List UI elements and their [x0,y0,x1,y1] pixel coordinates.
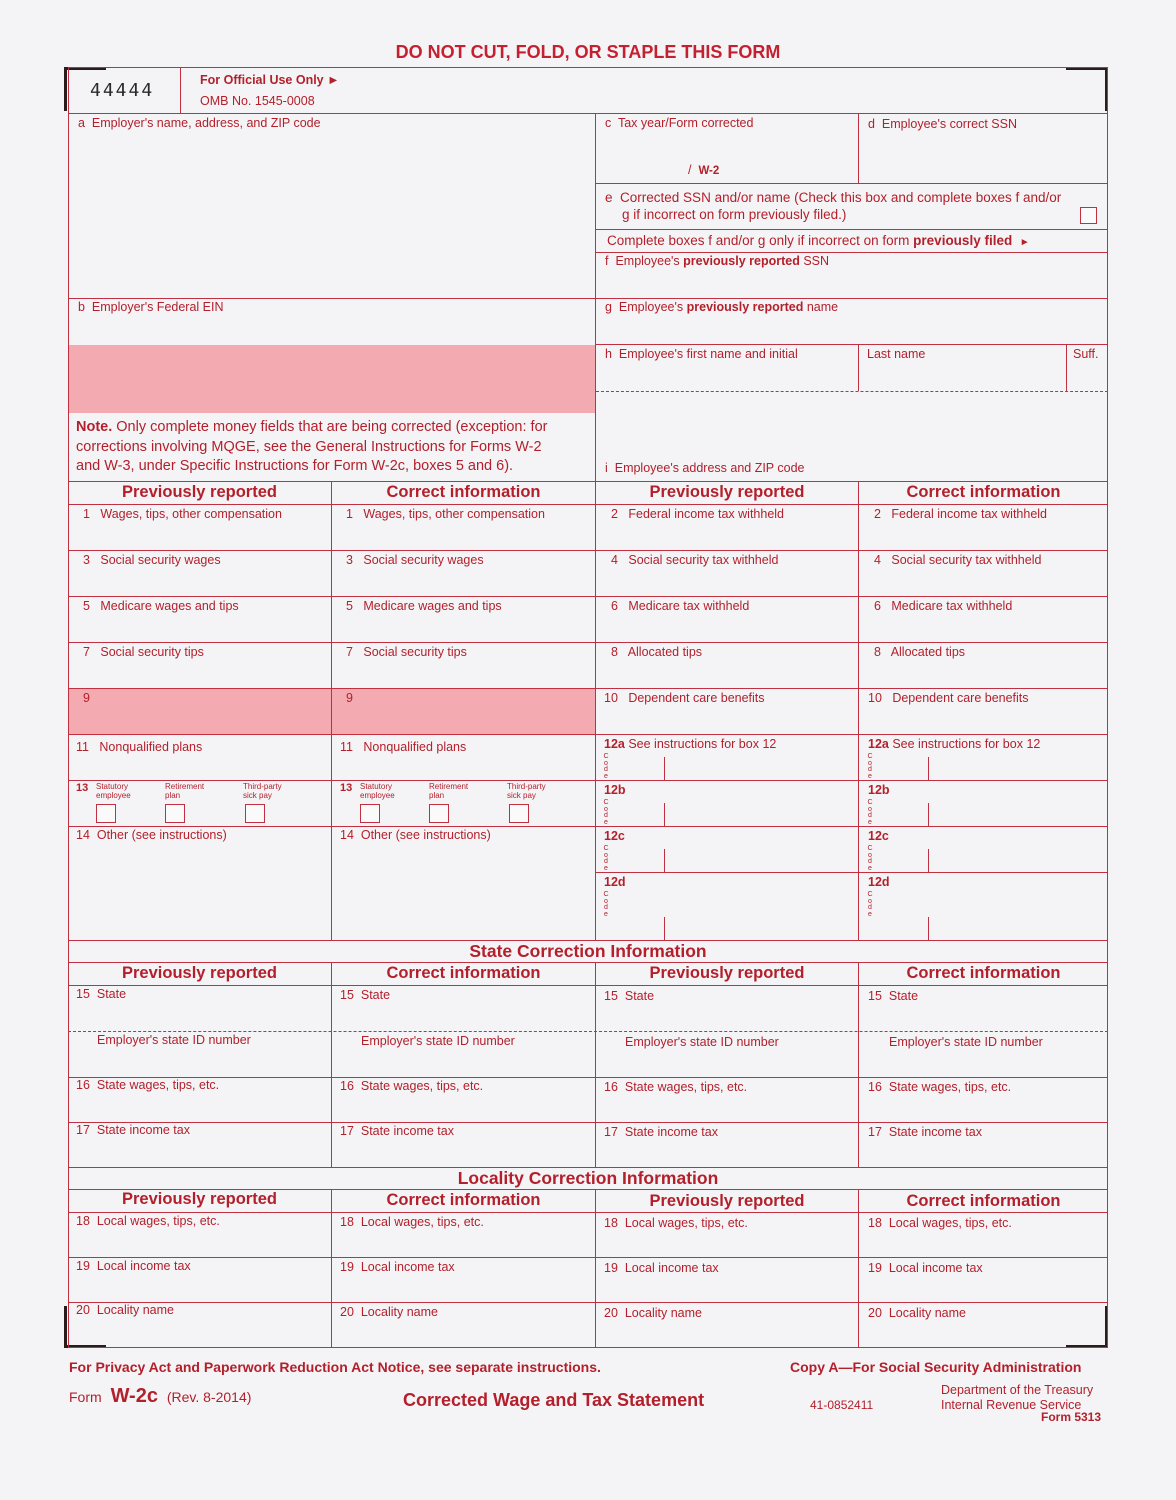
box-h-suffix: Suff. [1073,347,1099,361]
locality-header-prev-2: Previously reported [649,1192,805,1210]
box-h-label: h Employee's first name and initial [605,347,798,361]
box5-prev-label: 5 Medicare wages and tips [83,599,239,613]
box1-prev-label: 1 Wages, tips, other compensation [83,507,282,521]
box20-prev2-label: 20 Locality name [604,1306,702,1320]
box18-prev2-label: 18 Local wages, tips, etc. [604,1216,748,1230]
box19-prev1-label: 19 Local income tax [76,1259,191,1273]
box20-prev1-label: 20 Locality name [76,1303,174,1317]
official-use-label: For Official Use Only ► [200,73,340,87]
box19-correct2-label: 19 Local income tax [868,1261,983,1275]
box17-correct2-label: 17 State income tax [868,1125,982,1139]
box12b-correct-label: 12b [868,783,890,797]
box12c-prev-code: C o d e [603,845,609,872]
box19-correct1-label: 19 Local income tax [340,1260,455,1274]
statutory-employee-checkbox-correct[interactable] [360,804,380,823]
box-a-label: a Employer's name, address, and ZIP code [78,116,321,130]
retirement-plan-checkbox-prev[interactable] [165,804,185,823]
locality-section-title: Locality Correction Information [457,1168,719,1188]
box13-prev-thirdparty: Third-party sick pay [243,782,282,800]
column-header-correct-2: Correct information [906,483,1061,501]
form-name: Form W-2c (Rev. 8-2014) [69,1385,252,1407]
box-f-label: f Employee's previously reported SSN [605,254,830,268]
box18-prev1-label: 18 Local wages, tips, etc. [76,1214,220,1228]
box7-prev-label: 7 Social security tips [83,645,204,659]
box13-correct-retirement: Retirement plan [429,782,469,800]
box11-correct-label: 11 Nonqualified plans [340,740,467,754]
department-label: Department of the Treasury Internal Revenue Service [941,1383,1094,1412]
box12c-prev-label: 12c [604,829,625,843]
box12a-correct-label: 12a See instructions for box 12 [868,737,1041,751]
box10-prev-label: 10 Dependent care benefits [604,691,765,705]
box-b-label: b Employer's Federal EIN [78,300,224,314]
box-h-last-name: Last name [867,347,926,361]
copy-a-label: Copy A—For Social Security Administration [790,1359,1082,1375]
box4-prev-label: 4 Social security tax withheld [611,553,779,567]
box12d-prev-label: 12d [604,875,626,889]
state-id-correct2-label: Employer's state ID number [889,1035,1043,1049]
box15-correct1-label: 15 State [340,988,391,1002]
form-title: Corrected Wage and Tax Statement [403,1390,705,1410]
box3-prev-label: 3 Social security wages [83,553,221,567]
box13-prev-number: 13 [76,782,89,794]
box14-prev-label: 14 Other (see instructions) [76,828,227,842]
box17-correct1-label: 17 State income tax [340,1124,454,1138]
box13-correct-statutory: Statutory employee [360,782,395,800]
box12b-prev-code: C o d e [603,799,609,826]
state-id-prev1-label: Employer's state ID number [97,1033,251,1047]
box9-correct-label: 9 [346,691,353,705]
box16-correct1-label: 16 State wages, tips, etc. [340,1079,484,1093]
box12d-prev-code: C o d e [603,891,609,918]
box6-prev-label: 6 Medicare tax withheld [611,599,750,613]
shaded-area-employer [69,345,595,413]
third-party-sick-pay-checkbox-prev[interactable] [245,804,265,823]
locality-header-prev-1: Previously reported [122,1190,277,1208]
state-header-correct-2: Correct information [906,964,1061,982]
box16-prev1-label: 16 State wages, tips, etc. [76,1078,220,1092]
box6-correct-label: 6 Medicare tax withheld [874,599,1013,613]
box12a-prev-code: C o d e [603,753,609,780]
corrected-ssn-checkbox[interactable] [1080,207,1097,224]
box12d-correct-code: C o d e [867,891,873,918]
column-header-prev-1: Previously reported [122,483,277,501]
box12a-prev-label: 12a See instructions for box 12 [604,737,777,751]
form-id-number: 44444 [90,80,155,101]
box13-prev-retirement: Retirement plan [165,782,205,800]
box12b-correct-code: C o d e [867,799,873,826]
box19-prev2-label: 19 Local income tax [604,1261,719,1275]
privacy-notice: For Privacy Act and Paperwork Reduction Act Notice, see separate instructions. [69,1359,601,1375]
state-section-title: State Correction Information [469,941,707,961]
box20-correct2-label: 20 Locality name [868,1306,966,1320]
box12c-correct-label: 12c [868,829,889,843]
box11-prev-label: 11 Nonqualified plans [76,740,203,754]
box13-correct-thirdparty: Third-party sick pay [507,782,546,800]
column-header-prev-2: Previously reported [649,483,805,501]
box4-correct-label: 4 Social security tax withheld [874,553,1042,567]
state-header-prev-2: Previously reported [649,964,805,982]
box15-correct2-label: 15 State [868,989,919,1003]
box7-correct-label: 7 Social security tips [346,645,467,659]
box3-correct-label: 3 Social security wages [346,553,484,567]
box14-correct-label: 14 Other (see instructions) [340,828,491,842]
shaded-area-box9-correct [332,689,595,734]
box12d-correct-label: 12d [868,875,890,889]
box16-correct2-label: 16 State wages, tips, etc. [868,1080,1012,1094]
box-c-label: c Tax year/Form corrected [605,116,754,130]
box15-prev2-label: 15 State [604,989,655,1003]
box1-correct-label: 1 Wages, tips, other compensation [346,507,545,521]
catalog-number: 41-0852411 [810,1398,874,1412]
omb-number: OMB No. 1545-0008 [200,94,315,108]
box8-prev-label: 8 Allocated tips [611,645,703,659]
box10-correct-label: 10 Dependent care benefits [868,691,1029,705]
registration-mark-top-right [1066,67,1108,111]
complete-boxes-instruction: Complete boxes f and/or g only if incorrect on form previously filed ► [607,233,1030,248]
registration-mark-bottom-right [1066,1306,1108,1348]
box13-prev-statutory: Statutory employee [96,782,131,800]
state-header-correct-1: Correct information [386,964,541,982]
box12c-correct-code: C o d e [867,845,873,872]
box13-correct-number: 13 [340,782,353,794]
box-e-label: e Corrected SSN and/or name (Check this box and complete boxes f and/or [605,190,1062,205]
box8-correct-label: 8 Allocated tips [874,645,966,659]
box-d-label: d Employee's correct SSN [868,117,1017,131]
correction-note: Note. Only complete money fields that are being corrected (exception: for corrections involving MQGE, see the General Instructions for Forms W-2 and W-3, under Specific Instructions for Form W-2c, boxes 5 and 6). [76,419,548,474]
box2-correct-label: 2 Federal income tax withheld [874,507,1048,521]
box16-prev2-label: 16 State wages, tips, etc. [604,1080,748,1094]
shaded-area-box9-prev [69,689,331,734]
box-i-label: i Employee's address and ZIP code [605,461,805,475]
box5-correct-label: 5 Medicare wages and tips [346,599,502,613]
form-5313-label: Form 5313 [1041,1410,1102,1424]
box12a-correct-code: C o d e [867,753,873,780]
box17-prev2-label: 17 State income tax [604,1125,718,1139]
box12b-prev-label: 12b [604,783,626,797]
box-c-form: / W-2 [688,163,720,177]
box18-correct2-label: 18 Local wages, tips, etc. [868,1216,1012,1230]
box-e-label-line2: g if incorrect on form previously filed.) [622,207,847,222]
state-id-prev2-label: Employer's state ID number [625,1035,779,1049]
box20-correct1-label: 20 Locality name [340,1305,438,1319]
locality-header-correct-2: Correct information [906,1192,1061,1210]
box18-correct1-label: 18 Local wages, tips, etc. [340,1215,484,1229]
state-header-prev-1: Previously reported [122,964,277,982]
locality-header-correct-1: Correct information [386,1191,541,1209]
state-id-correct1-label: Employer's state ID number [361,1034,515,1048]
retirement-plan-checkbox-correct[interactable] [429,804,449,823]
form-warning: DO NOT CUT, FOLD, OR STAPLE THIS FORM [395,42,781,62]
box2-prev-label: 2 Federal income tax withheld [611,507,785,521]
box-g-label: g Employee's previously reported name [605,300,839,314]
box15-prev1-label: 15 State [76,987,127,1001]
box17-prev1-label: 17 State income tax [76,1123,190,1137]
third-party-sick-pay-checkbox-correct[interactable] [509,804,529,823]
box9-prev-label: 9 [83,691,90,705]
statutory-employee-checkbox-prev[interactable] [96,804,116,823]
column-header-correct-1: Correct information [386,483,541,501]
